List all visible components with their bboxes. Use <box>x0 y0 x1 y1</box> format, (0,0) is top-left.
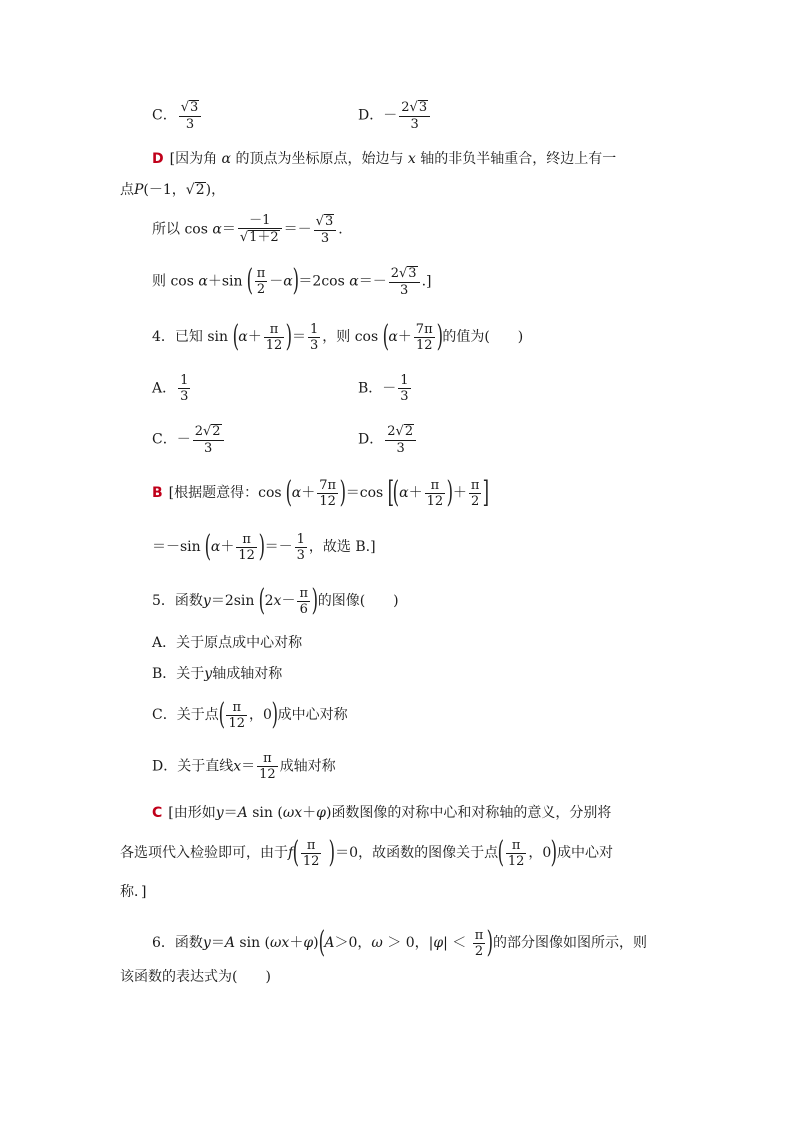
q5-option-b-end: 轴成轴对称 <box>212 666 283 682</box>
q5-option-d-end: 成轴对称 <box>279 758 336 775</box>
q6-stem: 6．函数y＝A sin (ωx＋φ)(A＞0，ω ＞ 0，|φ| ＜ $\frac{\pi}{2}$ )的部分图像如图所示，则 <box>152 925 648 960</box>
q3-option-d: D．－ $\frac{2√3}{3}$ <box>358 100 432 131</box>
q4-exp-text1: [根据题意得： <box>168 485 259 501</box>
q5-option-c: C．关于点( $\frac{\pi}{12}$ ，0)成中心对称 <box>152 697 348 732</box>
q4-option-a: A． $\frac{1}{3}$ <box>152 373 189 404</box>
q5-exp-text3: 称．] <box>120 884 147 900</box>
q4-option-a-label: A． <box>152 380 177 397</box>
q3-option-c: C． $\frac{√3}{3}$ <box>152 100 203 131</box>
q6-stem-line2 <box>120 970 271 984</box>
q5-option-d-pre: D．关于直线 <box>152 758 234 775</box>
q5-exp-text2b: ＝0，故函数的图像关于点 <box>335 845 499 861</box>
q4-exp-end: ，故选 B.] <box>308 539 376 555</box>
q5-answer-letter: C <box>152 805 163 821</box>
q3-explanation-line4: 则 cos α＋sin ( $\frac{\pi}{2}$ －α)＝2cos α＝－ $\frac{2√3}{3}$ .] <box>152 263 432 299</box>
q5-exp-text1b: 函数图像的对称中心和对称轴的意义，分别将 <box>331 805 612 821</box>
q5-stem-end: 的图像( ) <box>317 593 399 609</box>
q3-explanation-line1: D [因为角 α 的顶点为坐标原点，始边与 x 轴的非负半轴重合，终边上有一 <box>152 151 617 167</box>
q3-exp-text1b: 的顶点为坐标原点，始边与 <box>235 151 404 167</box>
q3-exp-text1c: 轴的非负半轴重合，终边上有一 <box>420 151 617 167</box>
q4-option-d-label: D． <box>358 431 384 448</box>
q5-option-b: B．关于y轴成轴对称 <box>152 666 283 682</box>
q5-option-d: D．关于直线x＝ $\frac{\pi}{12}$ 成轴对称 <box>152 751 336 782</box>
q5-option-c-pre: C．关于点 <box>152 707 219 723</box>
q4-stem: 4．已知 sin (α＋ $\frac{\pi}{12}$ )＝ $\frac{1}{3}$ ，则 cos (α＋ $\frac{7\pi}{12}$ )的值为( ) <box>152 319 524 354</box>
q3-explanation-line2: 点P(－1，√2)， <box>120 182 226 198</box>
q5-stem: 5．函数y＝2sin (2x－ $\frac{\pi}{6}$ )的图像( ) <box>152 583 399 618</box>
q4-option-c-label: C．－ <box>152 431 191 448</box>
q5-exp-text2c: 成中心对 <box>557 845 613 861</box>
q3-exp-text2: 点 <box>120 182 134 198</box>
q4-stem-text: 4．已知 <box>152 329 203 345</box>
q3-exp-text1: [因为角 <box>169 151 218 167</box>
q3-exp-text3: 所以 <box>152 221 180 238</box>
q4-explanation-line2: ＝－sin (α＋ $\frac{\pi}{12}$ )＝－ $\frac{1}{3}$ ，故选 B.] <box>152 529 376 564</box>
q5-option-a-label: A．关于原点成中心对称 <box>152 635 303 651</box>
q3-answer-letter: D <box>152 151 164 167</box>
q5-explanation-line3 <box>120 885 146 899</box>
q4-option-b: B．－ $\frac{1}{3}$ <box>358 373 409 404</box>
q4-stem-mid: ，则 <box>322 329 351 345</box>
q4-explanation-line1: B [根据题意得：cos (α＋ $\frac{7\pi}{12}$ )＝cos [(α＋ $\frac{\pi}{12}$ )＋ $\frac{\pi}{2}$ ] <box>152 475 490 510</box>
q5-explanation-line1: C [由形如y＝A sin (ωx＋φ)函数图像的对称中心和对称轴的意义，分别将 <box>152 805 612 821</box>
q5-exp-text1: [由形如 <box>168 805 216 821</box>
q3-exp-text4: 则 <box>152 273 166 290</box>
q4-answer-letter: B <box>152 485 163 501</box>
q5-explanation-line2: 各选项代入检验即可，由于f( $\frac{\pi}{12}$ )＝0，故函数的图像关于点( $\frac{\pi}{12}$ ，0)成中心对 <box>120 835 613 870</box>
q3-explanation-line3: 所以 cos α＝ $\frac{-1}{√1+2}$ ＝－ $\frac{√3}{3}$ . <box>152 213 343 246</box>
q6-stem-text: 6．函数 <box>152 935 203 951</box>
q4-option-b-label: B．－ <box>358 380 397 397</box>
q4-stem-end: 的值为( ) <box>442 329 524 345</box>
q4-option-c: C．－ $\frac{2√2}{3}$ <box>152 424 226 455</box>
q5-option-a <box>152 636 302 650</box>
q3-option-d-label: D．－ <box>358 107 398 124</box>
q5-option-c-end: 成中心对称 <box>277 707 348 723</box>
q6-stem-text2: 该函数的表达式为( ) <box>120 969 271 985</box>
q5-stem-text: 5．函数 <box>152 593 203 609</box>
q6-stem-end: 的部分图像如图所示，则 <box>493 935 648 951</box>
q4-option-d: D． $\frac{2√2}{3}$ <box>358 424 418 455</box>
q3-option-c-label: C． <box>152 107 177 124</box>
q5-exp-text2: 各选项代入检验即可，由于 <box>120 845 288 861</box>
q5-option-b-pre: B．关于 <box>152 666 205 682</box>
